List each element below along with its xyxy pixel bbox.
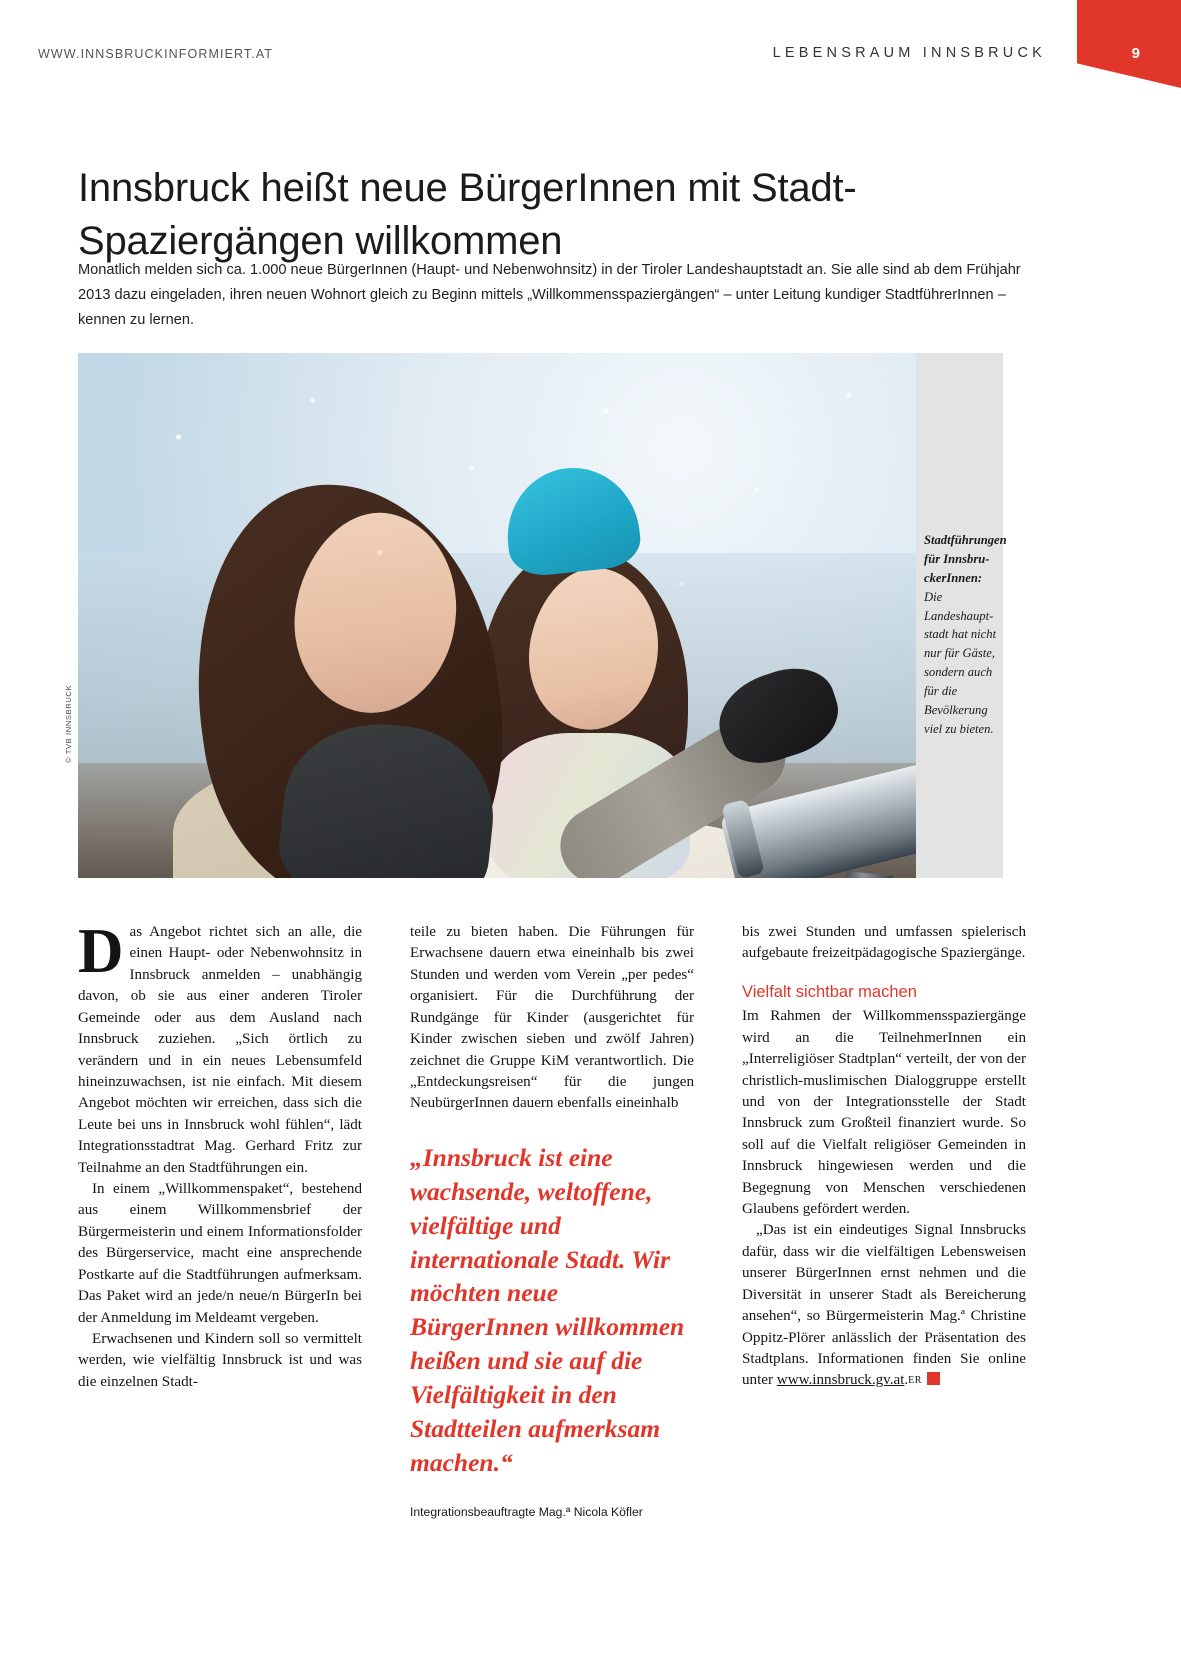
paragraph: Im Rahmen der Willkommensspaziergänge wird an die TeilnehmerInnen ein „Interreligiöser Stadtplan“ verteilt, der von der christlich-muslimischen Dialoggruppe erstellt und von der Integrationsstelle der Stadt Innsbruck zum Großteil finanziert wurde. So soll auf die Vielfalt religiöser Gemeinden in Innsbruck hingewiesen werden und die Begegnung von Menschen verschiedenen Glaubens gefördert werden. bbox=[742, 1008, 1026, 1218]
paragraph: bis zwei Stunden und umfassen spielerisch aufgebaute freizeitpädagogische Spaziergänge. bbox=[742, 924, 1026, 962]
photo-credit: © TVB INNSBRUCK bbox=[64, 684, 73, 763]
article-lead: Monatlich melden sich ca. 1.000 neue BürgerInnen (Haupt- und Nebenwohnsitz) in der Tiroler Landeshauptstadt an. Sie alle sind ab dem Frühjahr 2013 dazu eingeladen, ihren neuen Wohnort gleich zu Beginn mittels „Willkommensspaziergängen“ – unter Leitung kundiger StadtführerInnen – kennen zu lernen. bbox=[78, 262, 1021, 329]
photo-caption-rest: Die Landeshauptstadt hat nicht nur für Gäste, sondern auch für die Bevölkerung viel zu bieten. bbox=[924, 589, 997, 736]
pull-quote: „Innsbruck ist eine wachsende, weltoffene, vielfältige und internationale Stadt. Wir möchten neue BürgerInnen willkommen heißen und sie auf die Vielfältigkeit in den Stadtteilen aufmerksam machen.“ bbox=[410, 1142, 685, 1477]
header-website-url: WWW.INNSBRUCKINFORMIERT.AT bbox=[38, 47, 274, 61]
paragraph: teile zu bieten haben. Die Führungen für Erwachsene dauern etwa eineinhalb bis zwei Stunden und werden vom Verein „per pedes“ organisiert. Für die Durchführung der Rundgänge für Kinder (ausgerichtet für Kinder zwischen sieben und zwölf Jahren) zeichnet die Gruppe KiM verantwortlich. Die „Entdeckungsreisen“ für die jungen NeubürgerInnen dauern ebenfalls eineinhalb bbox=[410, 924, 694, 1112]
article-photo bbox=[78, 353, 916, 878]
photo-snowflakes bbox=[78, 353, 916, 878]
photo-caption bbox=[924, 531, 1007, 739]
innsbruck-gv-at-link[interactable]: www.innsbruck.gv.at bbox=[776, 1372, 905, 1389]
article-figure bbox=[64, 353, 1007, 878]
paragraph: Das Angebot richtet sich an alle, die einen Haupt- oder Nebenwohnsitz in Innsbruck anmelden – unabhängig davon, ob sie aus einer anderen Tiroler Gemeinde oder aus dem Ausland nach Innsbruck zuziehen. „Sich örtlich zu verändern und in ein neues Lebensumfeld hineinzuwachsen, ist nie einfach. Mit diesem Angebot möchten wir erreichen, dass sich die Leute bei uns in Innsbruck wohl fühlen“, lädt Integrationsstadtrat Mag. Gerhard Fritz zur Teilnahme an den Stadtführungen ein. bbox=[78, 916, 362, 1176]
paragraph-text-end: . bbox=[904, 1372, 909, 1389]
page-title: Innsbruck heißt neue BürgerInnen mit Stadt-Spaziergängen willkommen bbox=[78, 165, 857, 263]
page-header bbox=[0, 0, 1181, 100]
body-column-1 bbox=[78, 916, 362, 1393]
author-initials: ER bbox=[908, 1375, 922, 1387]
header-section-title: LEBENSRAUM INNSBRUCK bbox=[772, 45, 1046, 61]
paragraph: In einem „Willkommenspaket“, bestehend aus einem Willkommensbrief der Bürgermeisterin und einem Informationsfolder des Bürgerservice, macht eine ansprechende Postkarte auf die Stadtführungen aufmerksam. Das Paket wird an jede/n neue/n BürgerIn bei der Anmeldung im Meldeamt vergeben. bbox=[78, 1181, 362, 1326]
page-number: 9 bbox=[1131, 45, 1140, 62]
end-mark bbox=[927, 1372, 940, 1385]
paragraph-with-link bbox=[742, 1220, 1026, 1391]
pull-quote-attribution: Integrationsbeauftragte Mag.ª Nicola Köfler bbox=[410, 1504, 643, 1519]
paragraph-text: „Das ist ein eindeutiges Signal Innsbrucks dafür, dass wir die vielfältigen Lebensweisen unserer BürgerInnen ernst nehmen und die Diversität in unserer Stadt als Bereicherung ansehen“, so Bürgermeisterin Mag.ª Christine Oppitz-Plörer anlässlich der Präsentation des Stadtplans. Informationen finden Sie online unter bbox=[742, 1222, 1026, 1389]
paragraph: Erwachsenen und Kindern soll so vermittelt werden, wie vielfältig Innsbruck ist und was die einzelnen Stadt- bbox=[78, 1331, 362, 1390]
photo-caption-lead: Stadtführungen für InnsbruckerInnen: bbox=[924, 533, 1007, 585]
section-subheading: Vielfalt sichtbar machen bbox=[742, 982, 917, 1001]
page-number-tab bbox=[1077, 0, 1181, 88]
body-column-2 bbox=[410, 922, 694, 1521]
body-column-3 bbox=[742, 922, 1026, 1392]
